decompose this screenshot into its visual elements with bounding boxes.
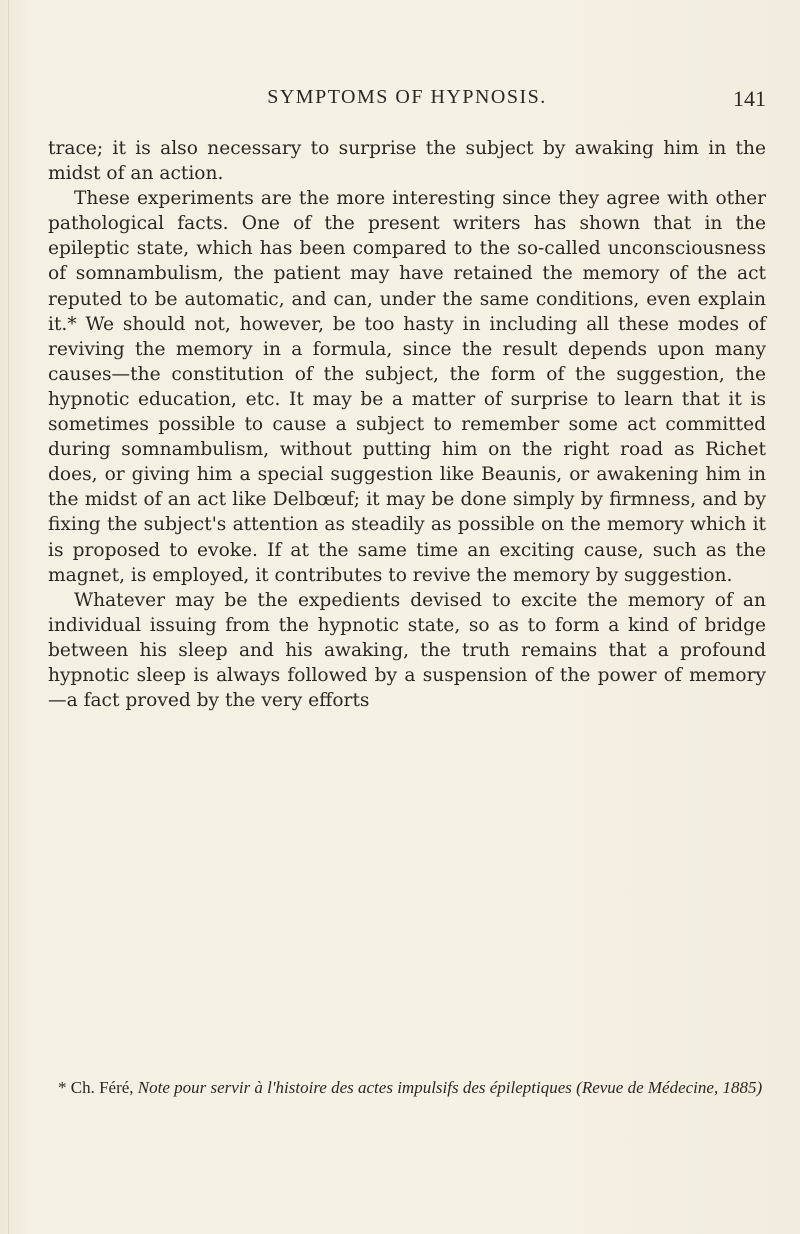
footnote xyxy=(48,1077,766,1099)
paragraph: trace; it is also necessary to surprise the subject by awaking him in the midst of an action. xyxy=(48,138,766,185)
page-header xyxy=(48,86,766,116)
paragraph: These experiments are the more interesting since they agree with other pathological facts. One of the present writers has shown that in the epileptic state, which has been compared to the so-called unconsciousness of somnambulism, the patient may have retained the memory of the act reputed to be automatic, and can, under the same conditions, even explain it.* We should not, however, be too hasty in including all these modes of reviving the memory in a formula, since the result depends upon many causes—the constitution of the subject, the form of the suggestion, the hypnotic education, etc. It may be a matter of surprise to learn that it is sometimes possible to cause a subject to remember some act committed during somnambulism, without putting him on the right road as Richet does, or giving him a special suggestion like Beaunis, or awakening him in the midst of an act like Delbœuf; it may be done simply by firmness, and by fixing the subject's attention as steadily as possible on the memory which it is proposed to evoke. If at the same time an exciting cause, such as the magnet, is employed, it contributes to revive the memory by suggestion. xyxy=(48,188,766,586)
footnote-author: * Ch. Féré, xyxy=(58,1078,134,1097)
footnote-source: (Revue de Médecine, 1885) xyxy=(576,1078,763,1097)
page-edge xyxy=(8,0,9,1234)
running-title: SYMPTOMS OF HYPNOSIS. xyxy=(267,86,547,108)
body-text xyxy=(48,136,766,713)
footnote-title: Note pour servir à l'histoire des actes impulsifs des épileptiques xyxy=(137,1078,572,1097)
page-number: 141 xyxy=(733,86,766,111)
paragraph: Whatever may be the expedients devised to excite the memory of an individual issuing from the hypnotic state, so as to form a kind of bridge between his sleep and his awaking, the truth remains that a profound hypnotic sleep is always followed by a suspension of the power of memory—a fact proved by the very efforts xyxy=(48,589,766,712)
